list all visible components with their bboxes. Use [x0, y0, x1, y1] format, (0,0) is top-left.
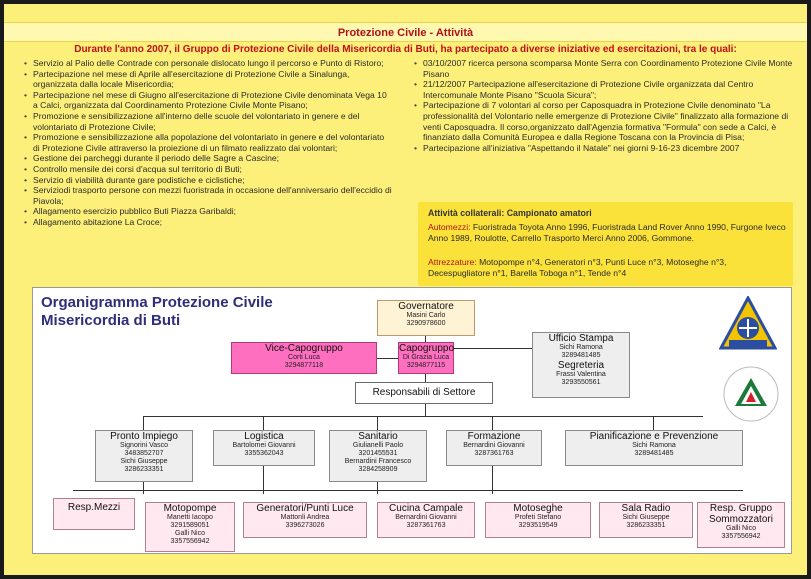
- role-title: Pronto Impiego: [110, 431, 178, 442]
- person-name: Signorini Vasco: [119, 442, 169, 449]
- box-capogruppo: [398, 342, 454, 374]
- person-name: Galli Nico: [726, 525, 756, 532]
- phone-number: 3357556942: [170, 538, 210, 545]
- connector-line: [143, 416, 144, 430]
- vehicles-text: Fuoristrada Toyota Anno 1996, Fuoristrada Land Rover Anno 1990, Furgone Iveco Anno 1989, Roulotte, Carrello Trasporto Merci Anno 2006, Gommone.: [428, 222, 786, 243]
- collateral-box: [418, 202, 793, 286]
- connector-line: [376, 358, 398, 359]
- phone-number: 3293519549: [518, 522, 558, 529]
- phone-number: 3287361763: [406, 522, 446, 529]
- intro-text: Durante l'anno 2007, il Gruppo di Protezione Civile della Misericordia di Buti, ha partecipato a diverse iniziative ed esercitazioni, tra le quali:: [74, 44, 737, 55]
- connector-line: [143, 416, 703, 417]
- list-item: • Gestione dei parcheggi durante il periodo delle Sagre a Cascine;: [24, 153, 392, 164]
- org-title-line2: Misericordia di Buti: [41, 312, 181, 329]
- connector-line: [263, 416, 264, 430]
- box-resp-mezzi: [53, 498, 135, 530]
- org-chart-title: [41, 294, 273, 330]
- phone-number: 3284258909: [358, 466, 398, 473]
- phone-number: 3291589051: [170, 522, 210, 529]
- box-vice-capogruppo: [231, 342, 377, 374]
- protezione-civile-logo-icon: [721, 364, 781, 424]
- phone-number: 3357556942: [721, 533, 761, 540]
- role-title: Logistica: [244, 431, 284, 442]
- person-name: Sichi Giuseppe: [120, 458, 168, 465]
- person-name: Profeti Stefano: [514, 514, 562, 521]
- person-name: Bartolomei Giovanni: [232, 442, 296, 449]
- role-title-segreteria: Segreteria: [557, 360, 605, 371]
- phone-number: 3287361763: [474, 450, 514, 457]
- phone-number: 3483852707: [124, 450, 164, 457]
- box-generatori: [243, 502, 367, 538]
- person-name: Frassi Valentina: [556, 371, 606, 378]
- connector-line: [143, 480, 144, 494]
- connector-line: [377, 480, 378, 494]
- connector-line: [653, 416, 654, 430]
- person-name: Bernardini Giovanni: [463, 442, 525, 449]
- phone-number: 3289481485: [561, 352, 601, 359]
- role-title: Motopompe: [163, 503, 217, 514]
- box-logistica: [213, 430, 315, 466]
- activities-list-left: [24, 58, 392, 228]
- role-title: Resp.Mezzi: [67, 502, 121, 513]
- list-item: • 03/10/2007 ricerca persona scomparsa Monte Serra con Coordinamento Protezione Civile Monte Pisano: [414, 58, 796, 79]
- list-item: • Partecipazione all'iniziativa "Aspettando il Natale" nei giorni 9-16-23 dicembre 2007: [414, 143, 796, 154]
- connector-line: [73, 490, 743, 491]
- role-title: Sanitario: [358, 431, 398, 442]
- list-item: • Servizio di viabilità durante gare podistiche e ciclistiche;: [24, 175, 392, 186]
- equipment-label: Attrezzature:: [428, 257, 477, 267]
- person-name: Manetti Iacopo: [167, 514, 213, 521]
- phone-number: 3201455531: [358, 450, 398, 457]
- person-name: Sichi Giuseppe: [622, 514, 670, 521]
- section-title: Protezione Civile - Attività: [337, 27, 474, 39]
- phone-number: 3293550561: [561, 379, 601, 386]
- box-pianificazione: [565, 430, 743, 466]
- role-title: Sala Radio: [621, 503, 671, 514]
- person-name: Bernardini Francesco: [344, 458, 412, 465]
- person-name: Bernardini Giovanni: [395, 514, 457, 521]
- role-title: Pianificazione e Prevenzione: [589, 431, 719, 442]
- list-item: • Promozione e sensibilizzazione alla popolazione del volontariato in genere e del volontariato di Protezione Civile attraverso la proiezione di un filmato realizzato dai volontari;: [24, 132, 392, 153]
- brochure-page: [4, 4, 807, 575]
- org-title-line1: Organigramma Protezione Civile: [41, 294, 273, 311]
- list-item: • Controllo mensile dei corsi d'acqua sul territorio di Buti;: [24, 164, 392, 175]
- box-governatore: [377, 300, 475, 336]
- person-name: Di Grazia Luca: [402, 354, 450, 361]
- vehicles-label: Automezzi:: [428, 222, 471, 232]
- connector-line: [452, 348, 532, 349]
- role-title: Resp. Gruppo Sommozzatori: [709, 503, 773, 525]
- box-cucina-campale: [377, 502, 475, 538]
- person-name: Corti Luca: [288, 354, 320, 361]
- phone-number: 3294877115: [406, 362, 446, 369]
- list-item: • Serviziodi trasporto persone con mezzi fuoristrada in occasione dell'anniversario dell'eccidio di Piavola;: [24, 185, 392, 206]
- list-item: • Allagamento abitazione La Croce;: [24, 217, 392, 228]
- equipment-text: Motopompe n°4, Generatori n°3, Punti Luce n°3, Motoseghe n°3, Decespugliatore n°1, Barella Toboga n°1, Tende n°4: [428, 257, 727, 278]
- phone-number: 3294877118: [284, 362, 324, 369]
- role-title: Capogruppo: [399, 343, 455, 354]
- list-item: • Partecipazione nel mese di Giugno all'esercitazione di Protezione Civile denominata Vega 10 a Calci, organizzata dal Coordinamento Protezione Civile Monte Pisano;: [24, 90, 392, 111]
- box-sanitario: [329, 430, 427, 482]
- phone-number: 3289481485: [634, 450, 674, 457]
- box-ufficio-stampa: [532, 332, 630, 398]
- connector-line: [492, 416, 493, 430]
- role-title: Governatore: [398, 301, 454, 312]
- list-item: • Servizio al Palio delle Contrade con personale dislocato lungo il percorso e Punto di Ristoro;: [24, 58, 392, 69]
- activities-list-right: [414, 58, 796, 153]
- person-name: Masini Carlo: [406, 312, 446, 319]
- list-item: • Partecipazione di 7 volontari al corso per Caposquadra in Protezione Civile denominato "La professionalità del Volontario nelle emergenze di Protezione Civile" finalizzato alla formazione di venti Caposquadra. Il corso,organizzato dall'Agenzia formativa "Formula" con sede a Calci, è finanziato dalla Comunità Europea e dalla Regione Toscana con la Provincia di Pisa;: [414, 100, 796, 142]
- box-sommozzatori: [697, 502, 785, 548]
- phone-number: 3355362043: [244, 450, 284, 457]
- person-name: Giulianelli Paolo: [352, 442, 404, 449]
- section-title-bar: [4, 22, 807, 42]
- equipment-paragraph: [428, 257, 786, 278]
- box-sala-radio: [599, 502, 693, 538]
- box-motopompe: [145, 502, 235, 552]
- connector-line: [377, 416, 378, 430]
- role-title: Motoseghe: [513, 503, 563, 514]
- org-chart: [32, 287, 792, 554]
- vehicles-paragraph: [428, 222, 786, 243]
- person-name: Sichi Ramona: [632, 442, 676, 449]
- role-title: Generatori/Punti Luce: [256, 503, 354, 514]
- phone-number: 3396273026: [285, 522, 325, 529]
- list-item: • Promozione e sensibilizzazione all'interno delle scuole del volontariato in genere e del volontariato di Protezione Civile;: [24, 111, 392, 132]
- collateral-heading: Attività collaterali: Campionato amatori: [428, 208, 592, 218]
- box-pronto-impiego: [95, 430, 193, 482]
- box-formazione: [446, 430, 542, 466]
- box-motoseghe: [485, 502, 591, 538]
- misericordia-logo-icon: [719, 296, 777, 354]
- role-title: Vice-Capogruppo: [265, 343, 343, 354]
- role-title: Formazione: [467, 431, 521, 442]
- role-title: Ufficio Stampa: [548, 333, 614, 344]
- phone-number: 3286233351: [626, 522, 666, 529]
- role-title: Responsabili di Settore: [372, 387, 476, 398]
- list-item: • Partecipazione nel mese di Aprile all'esercitazione di Protezione Civile a Sinalunga, organizzata dalla locale Misericordia;: [24, 69, 392, 90]
- list-item: • Allagamento esercizio pubblico Buti Piazza Garibaldi;: [24, 206, 392, 217]
- list-item: • 21/12/2007 Partecipazione all'esercitazione di Protezione Civile organizzata dal Centro Intercomunale Monte Pisano "Scuola Sicura";: [414, 79, 796, 100]
- person-name: Sichi Ramona: [559, 344, 603, 351]
- box-responsabili-settore: [355, 382, 493, 404]
- connector-line: [425, 404, 426, 416]
- phone-number: 3290978600: [406, 320, 446, 327]
- role-title: Cucina Campale: [389, 503, 463, 514]
- person-name: Galli Nico: [175, 530, 205, 537]
- phone-number: 3286233351: [124, 466, 164, 473]
- person-name: Mattonli Andrea: [280, 514, 330, 521]
